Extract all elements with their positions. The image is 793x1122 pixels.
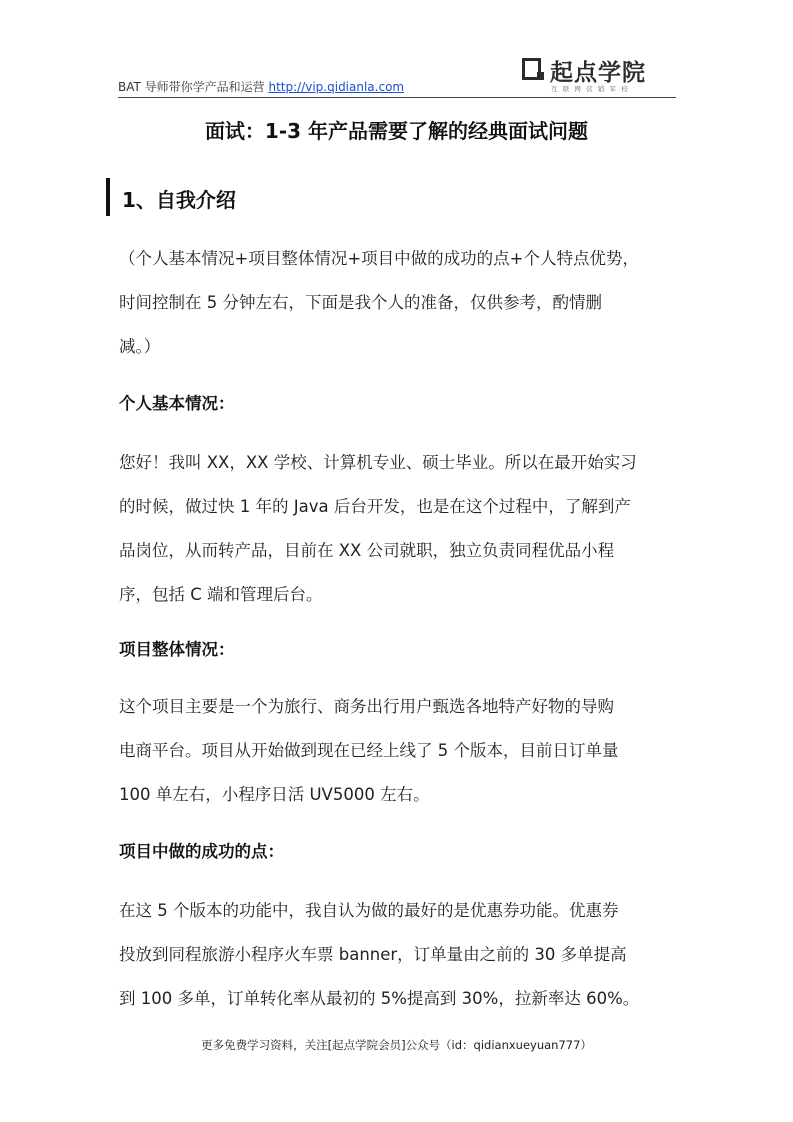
section-heading-text: 1、自我介绍	[122, 188, 236, 212]
intro-line: 时间控制在 5 分钟左右，下面是我个人的准备，仅供参考，酌情删	[119, 293, 602, 312]
basic-info-paragraph	[119, 441, 675, 617]
basic-info-line: 的时候，做过快 1 年的 Java 后台开发，也是在这个过程中，了解到产	[119, 497, 631, 516]
basic-info-line: 序，包括 C 端和管理后台。	[119, 585, 323, 604]
project-overview-line: 这个项目主要是一个为旅行、商务出行用户甄选各地特产好物的导购	[119, 697, 614, 716]
basic-info-line: 品岗位，从而转产品，目前在 XX 公司就职，独立负责同程优品小程	[119, 541, 615, 560]
success-points-line: 在这 5 个版本的功能中，我自认为做的最好的是优惠券功能。优惠券	[119, 901, 619, 920]
section-marker-bar	[106, 178, 110, 216]
logo-title: 起点学院	[550, 60, 646, 86]
header-divider	[118, 97, 676, 98]
intro-line: （个人基本情况+项目整体情况+项目中做的成功的点+个人特点优势，	[119, 249, 639, 268]
qidian-logo	[522, 54, 672, 94]
header-tagline-text: BAT 导师带你学产品和运营	[118, 80, 269, 94]
project-overview-heading: 项目整体情况：	[119, 640, 235, 659]
success-points-line: 到 100 多单，订单转化率从最初的 5%提高到 30%，拉新率达 60%。	[119, 989, 640, 1008]
success-points-paragraph	[119, 889, 675, 1021]
header-link[interactable]: http://vip.qidianla.com	[268, 80, 405, 94]
project-overview-paragraph	[119, 685, 675, 817]
basic-info-heading: 个人基本情况：	[119, 394, 235, 413]
document-title: 面试：1-3 年产品需要了解的经典面试问题	[204, 119, 589, 143]
logo-mark-icon	[522, 58, 544, 80]
intro-line: 减。）	[119, 337, 161, 356]
success-points-heading: 项目中做的成功的点：	[119, 842, 284, 861]
intro-paragraph	[119, 237, 675, 369]
page-header	[118, 52, 676, 98]
page-footer: 更多免费学习资料，关注[起点学院会员]公众号（id：qidianxueyuan777）	[201, 1038, 592, 1052]
project-overview-line: 电商平台。项目从开始做到现在已经上线了 5 个版本，目前日订单量	[119, 741, 619, 760]
header-tagline	[118, 78, 404, 95]
project-overview-line: 100 单左右，小程序日活 UV5000 左右。	[119, 785, 430, 804]
success-points-line: 投放到同程旅游小程序火车票 banner，订单量由之前的 30 多单提高	[119, 945, 627, 964]
logo-subtitle: 互联网营销军校	[551, 85, 633, 93]
basic-info-line: 您好！我叫 XX，XX 学校、计算机专业、硕士毕业。所以在最开始实习	[119, 453, 637, 472]
